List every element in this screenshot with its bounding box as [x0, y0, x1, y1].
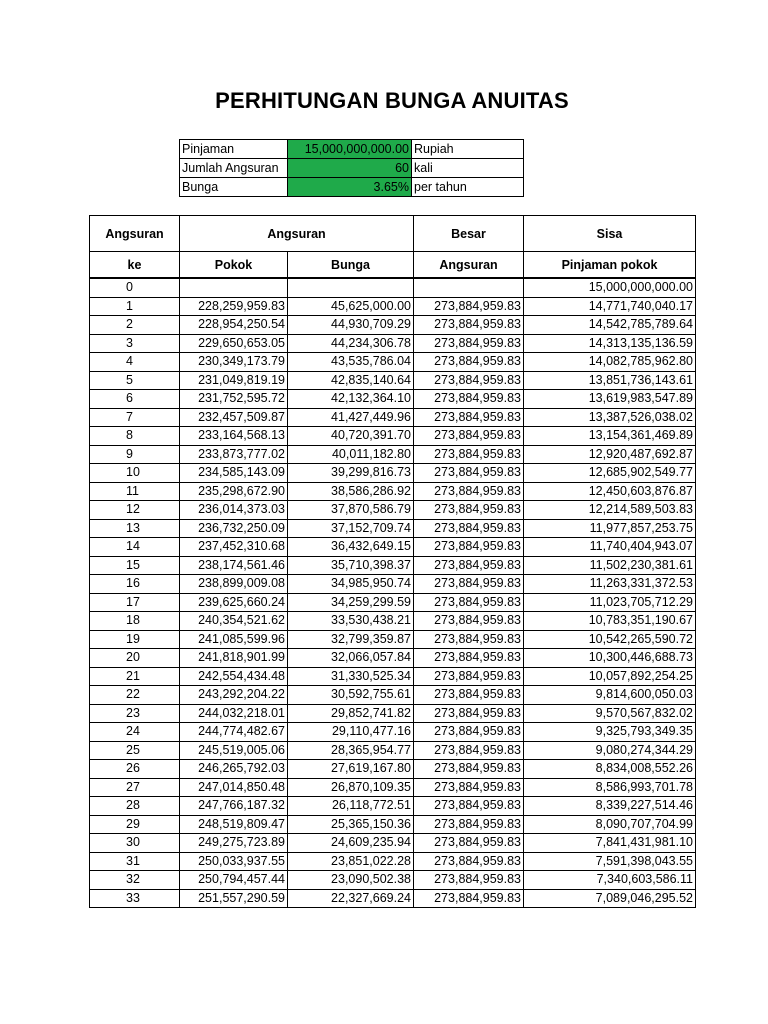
cell-sisa-pinjaman[interactable]: 13,851,736,143.61	[524, 371, 696, 390]
table-row	[90, 371, 696, 390]
cell-pokok[interactable]: 231,049,819.19	[180, 371, 288, 390]
cell-sisa-pinjaman[interactable]: 8,586,993,701.78	[524, 778, 696, 797]
cell-sisa-pinjaman[interactable]: 12,920,487,692.87	[524, 445, 696, 464]
cell-besar-angsuran[interactable]: 273,884,959.83	[414, 612, 524, 631]
cell-pokok[interactable]: 235,298,672.90	[180, 482, 288, 501]
amortization-table	[89, 215, 696, 908]
cell-besar-angsuran[interactable]: 273,884,959.83	[414, 630, 524, 649]
cell-angsuran-ke[interactable]: 9	[90, 445, 180, 464]
param-label: Bunga	[180, 178, 288, 197]
cell-sisa-pinjaman[interactable]: 14,313,135,136.59	[524, 334, 696, 353]
cell-bunga[interactable]: 25,365,150.36	[288, 815, 414, 834]
table-row	[90, 519, 696, 538]
cell-sisa-pinjaman[interactable]: 11,502,230,381.61	[524, 556, 696, 575]
cell-besar-angsuran[interactable]: 273,884,959.83	[414, 797, 524, 816]
table-row	[90, 834, 696, 853]
cell-pokok[interactable]: 244,774,482.67	[180, 723, 288, 742]
cell-bunga[interactable]: 29,852,741.82	[288, 704, 414, 723]
cell-besar-angsuran[interactable]: 273,884,959.83	[414, 686, 524, 705]
header-pinjaman-pokok: Pinjaman pokok	[524, 252, 696, 279]
table-row	[90, 630, 696, 649]
cell-besar-angsuran[interactable]: 273,884,959.83	[414, 316, 524, 335]
cell-pokok[interactable]: 230,349,173.79	[180, 353, 288, 372]
cell-angsuran-ke[interactable]: 8	[90, 427, 180, 446]
table-row	[90, 501, 696, 520]
cell-bunga[interactable]: 32,799,359.87	[288, 630, 414, 649]
cell-pokok[interactable]: 236,014,373.03	[180, 501, 288, 520]
param-value[interactable]: 3.65%	[288, 178, 412, 197]
cell-besar-angsuran[interactable]: 273,884,959.83	[414, 297, 524, 316]
cell-angsuran-ke[interactable]: 18	[90, 612, 180, 631]
cell-pokok[interactable]: 234,585,143.09	[180, 464, 288, 483]
table-row	[90, 353, 696, 372]
cell-sisa-pinjaman[interactable]: 7,591,398,043.55	[524, 852, 696, 871]
cell-angsuran-ke[interactable]: 10	[90, 464, 180, 483]
table-row	[90, 815, 696, 834]
cell-bunga[interactable]: 31,330,525.34	[288, 667, 414, 686]
cell-bunga[interactable]: 34,985,950.74	[288, 575, 414, 594]
header-ke: ke	[90, 252, 180, 279]
table-row	[90, 575, 696, 594]
cell-sisa-pinjaman[interactable]: 8,339,227,514.46	[524, 797, 696, 816]
cell-angsuran-ke[interactable]: 22	[90, 686, 180, 705]
cell-pokok[interactable]: 229,650,653.05	[180, 334, 288, 353]
cell-angsuran-ke[interactable]: 31	[90, 852, 180, 871]
table-row	[90, 686, 696, 705]
cell-besar-angsuran[interactable]: 273,884,959.83	[414, 445, 524, 464]
cell-bunga[interactable]: 36,432,649.15	[288, 538, 414, 557]
table-row	[90, 852, 696, 871]
cell-besar-angsuran[interactable]	[414, 278, 524, 297]
cell-besar-angsuran[interactable]: 273,884,959.83	[414, 390, 524, 409]
table-row	[90, 667, 696, 686]
cell-pokok[interactable]: 241,818,901.99	[180, 649, 288, 668]
cell-sisa-pinjaman[interactable]: 10,783,351,190.67	[524, 612, 696, 631]
cell-bunga[interactable]: 40,720,391.70	[288, 427, 414, 446]
cell-sisa-pinjaman[interactable]: 12,214,589,503.83	[524, 501, 696, 520]
table-row	[90, 297, 696, 316]
cell-bunga[interactable]: 34,259,299.59	[288, 593, 414, 612]
header-besar: Besar	[414, 216, 524, 252]
cell-sisa-pinjaman[interactable]: 9,814,600,050.03	[524, 686, 696, 705]
param-row-jumlah-angsuran	[180, 159, 524, 178]
cell-angsuran-ke[interactable]: 23	[90, 704, 180, 723]
cell-angsuran-ke[interactable]: 3	[90, 334, 180, 353]
cell-besar-angsuran[interactable]: 273,884,959.83	[414, 741, 524, 760]
table-subheader-row	[90, 252, 696, 279]
cell-sisa-pinjaman[interactable]: 13,619,983,547.89	[524, 390, 696, 409]
cell-bunga[interactable]: 42,835,140.64	[288, 371, 414, 390]
cell-sisa-pinjaman[interactable]: 10,300,446,688.73	[524, 649, 696, 668]
cell-pokok[interactable]: 242,554,434.48	[180, 667, 288, 686]
cell-angsuran-ke[interactable]: 0	[90, 278, 180, 297]
cell-besar-angsuran[interactable]: 273,884,959.83	[414, 575, 524, 594]
cell-sisa-pinjaman[interactable]: 11,977,857,253.75	[524, 519, 696, 538]
cell-pokok[interactable]: 239,625,660.24	[180, 593, 288, 612]
cell-pokok[interactable]: 238,174,561.46	[180, 556, 288, 575]
cell-angsuran-ke[interactable]: 19	[90, 630, 180, 649]
cell-angsuran-ke[interactable]: 27	[90, 778, 180, 797]
cell-besar-angsuran[interactable]: 273,884,959.83	[414, 778, 524, 797]
cell-angsuran-ke[interactable]: 12	[90, 501, 180, 520]
cell-angsuran-ke[interactable]: 14	[90, 538, 180, 557]
cell-besar-angsuran[interactable]: 273,884,959.83	[414, 815, 524, 834]
loan-parameters-table	[179, 139, 524, 197]
cell-bunga[interactable]: 26,118,772.51	[288, 797, 414, 816]
cell-pokok[interactable]: 251,557,290.59	[180, 889, 288, 908]
table-row	[90, 741, 696, 760]
cell-bunga[interactable]: 42,132,364.10	[288, 390, 414, 409]
cell-angsuran-ke[interactable]: 4	[90, 353, 180, 372]
cell-angsuran-ke[interactable]: 1	[90, 297, 180, 316]
table-row	[90, 778, 696, 797]
cell-sisa-pinjaman[interactable]: 8,090,707,704.99	[524, 815, 696, 834]
cell-besar-angsuran[interactable]: 273,884,959.83	[414, 408, 524, 427]
cell-sisa-pinjaman[interactable]: 9,325,793,349.35	[524, 723, 696, 742]
cell-pokok[interactable]: 250,033,937.55	[180, 852, 288, 871]
table-row	[90, 889, 696, 908]
cell-sisa-pinjaman[interactable]: 13,387,526,038.02	[524, 408, 696, 427]
cell-pokok[interactable]: 247,014,850.48	[180, 778, 288, 797]
cell-pokok[interactable]: 243,292,204.22	[180, 686, 288, 705]
table-row	[90, 612, 696, 631]
param-value[interactable]: 15,000,000,000.00	[288, 140, 412, 159]
cell-sisa-pinjaman[interactable]: 8,834,008,552.26	[524, 760, 696, 779]
cell-sisa-pinjaman[interactable]: 14,542,785,789.64	[524, 316, 696, 335]
header-besar-angsuran: Angsuran	[414, 252, 524, 279]
cell-besar-angsuran[interactable]: 273,884,959.83	[414, 353, 524, 372]
cell-besar-angsuran[interactable]: 273,884,959.83	[414, 593, 524, 612]
cell-angsuran-ke[interactable]: 26	[90, 760, 180, 779]
cell-besar-angsuran[interactable]: 273,884,959.83	[414, 371, 524, 390]
cell-angsuran-ke[interactable]: 6	[90, 390, 180, 409]
cell-pokok[interactable]: 236,732,250.09	[180, 519, 288, 538]
param-unit: kali	[412, 159, 524, 178]
cell-sisa-pinjaman[interactable]: 12,450,603,876.87	[524, 482, 696, 501]
cell-angsuran-ke[interactable]: 30	[90, 834, 180, 853]
cell-angsuran-ke[interactable]: 28	[90, 797, 180, 816]
cell-bunga[interactable]: 33,530,438.21	[288, 612, 414, 631]
table-row	[90, 593, 696, 612]
cell-bunga[interactable]: 44,930,709.29	[288, 316, 414, 335]
header-angsuran-no: Angsuran	[90, 216, 180, 252]
table-row	[90, 427, 696, 446]
table-row	[90, 464, 696, 483]
cell-angsuran-ke[interactable]: 15	[90, 556, 180, 575]
cell-angsuran-ke[interactable]: 13	[90, 519, 180, 538]
param-label: Pinjaman	[180, 140, 288, 159]
cell-pokok[interactable]: 250,794,457.44	[180, 871, 288, 890]
cell-bunga[interactable]: 35,710,398.37	[288, 556, 414, 575]
cell-besar-angsuran[interactable]: 273,884,959.83	[414, 556, 524, 575]
page-title: PERHITUNGAN BUNGA ANUITAS	[215, 88, 569, 113]
cell-besar-angsuran[interactable]: 273,884,959.83	[414, 427, 524, 446]
cell-sisa-pinjaman[interactable]: 15,000,000,000.00	[524, 278, 696, 297]
cell-pokok[interactable]: 228,259,959.83	[180, 297, 288, 316]
cell-sisa-pinjaman[interactable]: 7,340,603,586.11	[524, 871, 696, 890]
cell-besar-angsuran[interactable]: 273,884,959.83	[414, 852, 524, 871]
cell-sisa-pinjaman[interactable]: 12,685,902,549.77	[524, 464, 696, 483]
cell-pokok[interactable]: 237,452,310.68	[180, 538, 288, 557]
param-row-pinjaman	[180, 140, 524, 159]
table-row	[90, 445, 696, 464]
cell-bunga[interactable]: 37,870,586.79	[288, 501, 414, 520]
cell-sisa-pinjaman[interactable]: 14,082,785,962.80	[524, 353, 696, 372]
cell-angsuran-ke[interactable]: 17	[90, 593, 180, 612]
cell-pokok[interactable]: 238,899,009.08	[180, 575, 288, 594]
table-row	[90, 649, 696, 668]
cell-sisa-pinjaman[interactable]: 7,841,431,981.10	[524, 834, 696, 853]
cell-pokok[interactable]: 231,752,595.72	[180, 390, 288, 409]
cell-pokok[interactable]: 249,275,723.89	[180, 834, 288, 853]
table-row	[90, 334, 696, 353]
cell-besar-angsuran[interactable]: 273,884,959.83	[414, 871, 524, 890]
cell-besar-angsuran[interactable]: 273,884,959.83	[414, 889, 524, 908]
cell-pokok[interactable]: 247,766,187.32	[180, 797, 288, 816]
param-value[interactable]: 60	[288, 159, 412, 178]
cell-besar-angsuran[interactable]: 273,884,959.83	[414, 482, 524, 501]
table-header-row	[90, 216, 696, 252]
table-row	[90, 390, 696, 409]
cell-sisa-pinjaman[interactable]: 7,089,046,295.52	[524, 889, 696, 908]
cell-bunga[interactable]: 27,619,167.80	[288, 760, 414, 779]
cell-bunga[interactable]: 43,535,786.04	[288, 353, 414, 372]
cell-pokok[interactable]	[180, 278, 288, 297]
cell-bunga[interactable]: 30,592,755.61	[288, 686, 414, 705]
cell-bunga[interactable]: 37,152,709.74	[288, 519, 414, 538]
cell-angsuran-ke[interactable]: 5	[90, 371, 180, 390]
cell-bunga[interactable]: 29,110,477.16	[288, 723, 414, 742]
cell-bunga[interactable]: 41,427,449.96	[288, 408, 414, 427]
table-row	[90, 871, 696, 890]
cell-sisa-pinjaman[interactable]: 14,771,740,040.17	[524, 297, 696, 316]
cell-angsuran-ke[interactable]: 16	[90, 575, 180, 594]
header-angsuran-group: Angsuran	[180, 216, 414, 252]
cell-pokok[interactable]: 233,873,777.02	[180, 445, 288, 464]
table-row	[90, 704, 696, 723]
cell-pokok[interactable]: 245,519,005.06	[180, 741, 288, 760]
cell-pokok[interactable]: 246,265,792.03	[180, 760, 288, 779]
cell-pokok[interactable]: 228,954,250.54	[180, 316, 288, 335]
header-sisa: Sisa	[524, 216, 696, 252]
cell-sisa-pinjaman[interactable]: 13,154,361,469.89	[524, 427, 696, 446]
cell-bunga[interactable]: 44,234,306.78	[288, 334, 414, 353]
cell-angsuran-ke[interactable]: 21	[90, 667, 180, 686]
cell-sisa-pinjaman[interactable]: 9,080,274,344.29	[524, 741, 696, 760]
cell-pokok[interactable]: 244,032,218.01	[180, 704, 288, 723]
cell-bunga[interactable]: 23,090,502.38	[288, 871, 414, 890]
cell-angsuran-ke[interactable]: 11	[90, 482, 180, 501]
table-row	[90, 556, 696, 575]
cell-besar-angsuran[interactable]: 273,884,959.83	[414, 667, 524, 686]
cell-besar-angsuran[interactable]: 273,884,959.83	[414, 538, 524, 557]
table-row	[90, 538, 696, 557]
cell-angsuran-ke[interactable]: 29	[90, 815, 180, 834]
cell-pokok[interactable]: 248,519,809.47	[180, 815, 288, 834]
cell-bunga[interactable]: 28,365,954.77	[288, 741, 414, 760]
table-row	[90, 316, 696, 335]
cell-sisa-pinjaman[interactable]: 11,023,705,712.29	[524, 593, 696, 612]
cell-angsuran-ke[interactable]: 32	[90, 871, 180, 890]
table-row	[90, 278, 696, 297]
cell-besar-angsuran[interactable]: 273,884,959.83	[414, 501, 524, 520]
cell-angsuran-ke[interactable]: 7	[90, 408, 180, 427]
table-row	[90, 408, 696, 427]
cell-sisa-pinjaman[interactable]: 11,740,404,943.07	[524, 538, 696, 557]
param-unit: Rupiah	[412, 140, 524, 159]
param-row-bunga	[180, 178, 524, 197]
cell-besar-angsuran[interactable]: 273,884,959.83	[414, 519, 524, 538]
table-row	[90, 723, 696, 742]
cell-besar-angsuran[interactable]: 273,884,959.83	[414, 464, 524, 483]
cell-bunga[interactable]: 24,609,235.94	[288, 834, 414, 853]
cell-bunga[interactable]: 23,851,022.28	[288, 852, 414, 871]
cell-angsuran-ke[interactable]: 20	[90, 649, 180, 668]
cell-bunga[interactable]: 22,327,669.24	[288, 889, 414, 908]
header-bunga: Bunga	[288, 252, 414, 279]
cell-pokok[interactable]: 241,085,599.96	[180, 630, 288, 649]
cell-angsuran-ke[interactable]: 33	[90, 889, 180, 908]
cell-angsuran-ke[interactable]: 2	[90, 316, 180, 335]
cell-sisa-pinjaman[interactable]: 10,542,265,590.72	[524, 630, 696, 649]
param-unit: per tahun	[412, 178, 524, 197]
cell-sisa-pinjaman[interactable]: 11,263,331,372.53	[524, 575, 696, 594]
cell-bunga[interactable]: 40,011,182.80	[288, 445, 414, 464]
cell-besar-angsuran[interactable]: 273,884,959.83	[414, 334, 524, 353]
cell-sisa-pinjaman[interactable]: 9,570,567,832.02	[524, 704, 696, 723]
cell-besar-angsuran[interactable]: 273,884,959.83	[414, 760, 524, 779]
header-pokok: Pokok	[180, 252, 288, 279]
cell-pokok[interactable]: 233,164,568.13	[180, 427, 288, 446]
param-label: Jumlah Angsuran	[180, 159, 288, 178]
table-row	[90, 482, 696, 501]
table-row	[90, 797, 696, 816]
cell-besar-angsuran[interactable]: 273,884,959.83	[414, 834, 524, 853]
cell-bunga[interactable]: 26,870,109.35	[288, 778, 414, 797]
cell-sisa-pinjaman[interactable]: 10,057,892,254.25	[524, 667, 696, 686]
table-body	[90, 278, 696, 908]
cell-besar-angsuran[interactable]: 273,884,959.83	[414, 704, 524, 723]
cell-angsuran-ke[interactable]: 24	[90, 723, 180, 742]
cell-angsuran-ke[interactable]: 25	[90, 741, 180, 760]
cell-bunga[interactable]: 32,066,057.84	[288, 649, 414, 668]
cell-bunga[interactable]	[288, 278, 414, 297]
cell-besar-angsuran[interactable]: 273,884,959.83	[414, 723, 524, 742]
cell-bunga[interactable]: 45,625,000.00	[288, 297, 414, 316]
cell-pokok[interactable]: 240,354,521.62	[180, 612, 288, 631]
cell-bunga[interactable]: 39,299,816.73	[288, 464, 414, 483]
cell-bunga[interactable]: 38,586,286.92	[288, 482, 414, 501]
cell-pokok[interactable]: 232,457,509.87	[180, 408, 288, 427]
table-row	[90, 760, 696, 779]
cell-besar-angsuran[interactable]: 273,884,959.83	[414, 649, 524, 668]
